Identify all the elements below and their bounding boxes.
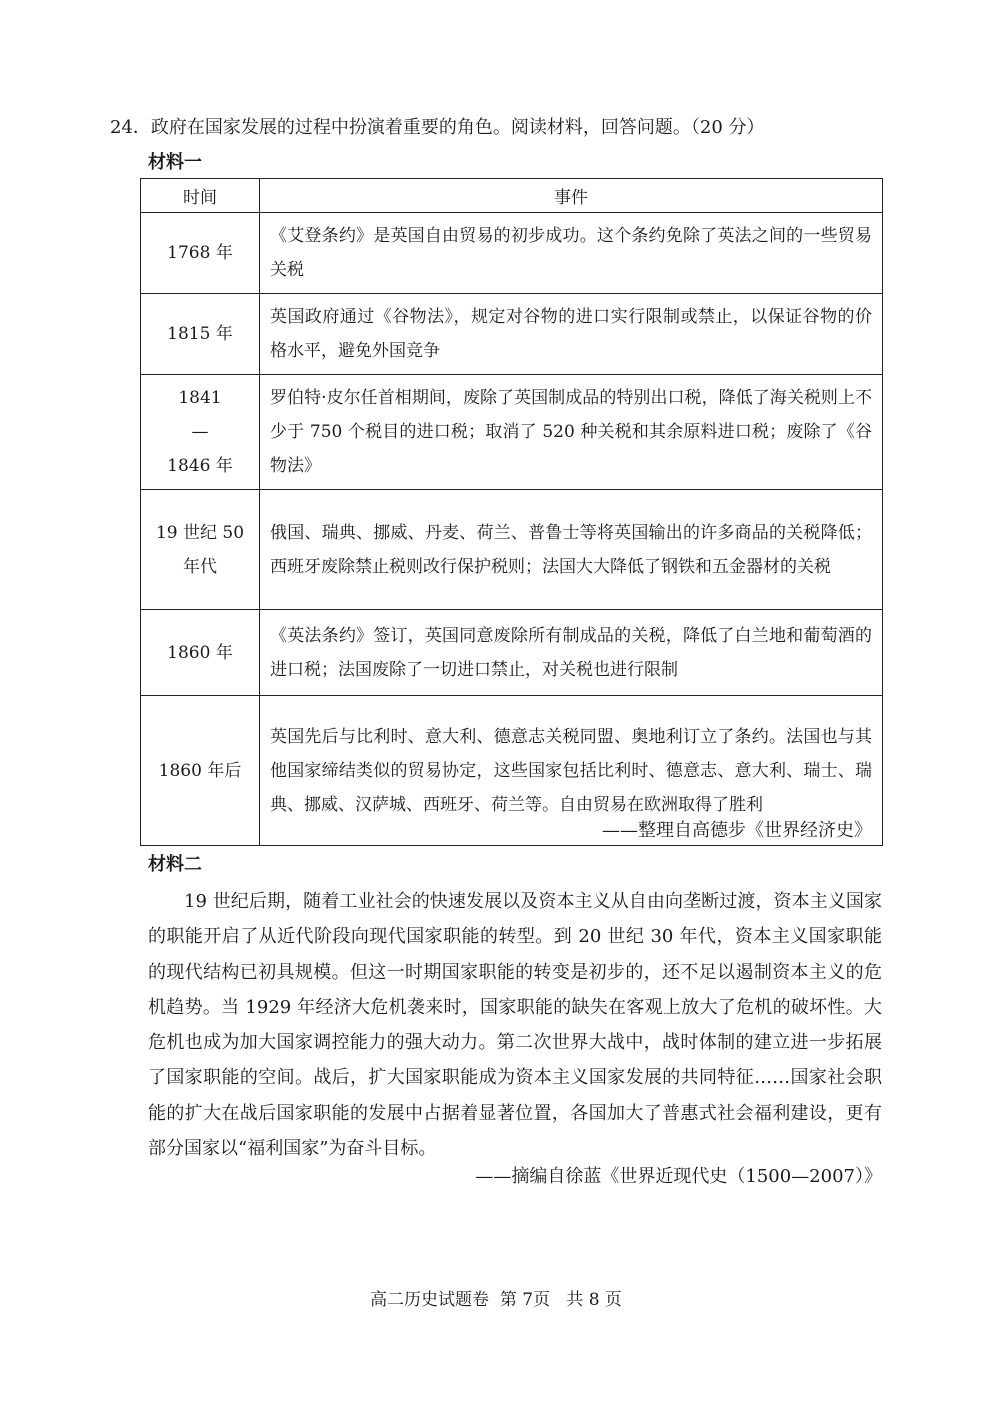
time-line: 19 世纪 50	[155, 522, 245, 543]
material-two-source: ——摘编自徐蓝《世界近现代史（1500—2007）》	[475, 1166, 882, 1187]
time-line: 年代	[183, 556, 217, 577]
page-footer: 高二历史试题卷 第 7页 共 8 页	[370, 1290, 622, 1310]
table-row	[141, 294, 883, 375]
table-header-row	[141, 179, 883, 213]
row-time: 1815 年	[141, 294, 260, 375]
row-event: 《英法条约》签订，英国同意废除所有制成品的关税，降低了白兰地和葡萄酒的进口税；法国废除了一切进口禁止，对关税也进行限制	[260, 610, 883, 696]
row-time	[141, 375, 260, 490]
row-event: 英国政府通过《谷物法》，规定对谷物的进口实行限制或禁止，以保证谷物的价格水平，避免外国竞争	[260, 294, 883, 375]
material-one-label: 材料一	[148, 152, 202, 173]
table-row	[141, 375, 883, 490]
row-event: 英国先后与比利时、意大利、德意志关税同盟、奥地利订立了条约。法国也与其他国家缔结类似的贸易协定，这些国家包括比利时、德意志、意大利、瑞士、瑞典、挪威、汉萨城、西班牙、荷兰等。自由贸易在欧洲取得了胜利	[260, 696, 883, 846]
row-time: 1860 年	[141, 610, 260, 696]
material-one-source: ——整理自高德步《世界经济史》	[602, 820, 872, 841]
time-line: 1846 年	[167, 456, 233, 476]
row-event: 俄国、瑞典、挪威、丹麦、荷兰、普鲁士等将英国输出的许多商品的关税降低；西班牙废除禁止税则改行保护税则；法国大大降低了钢铁和五金器材的关税	[260, 490, 883, 610]
table-row	[141, 490, 883, 610]
table-row	[141, 213, 883, 294]
row-time: 1768 年	[141, 213, 260, 294]
header-time: 时间	[141, 179, 260, 213]
row-event: 《艾登条约》是英国自由贸易的初步成功。这个条约免除了英法之间的一些贸易关税	[260, 213, 883, 294]
table-row	[141, 610, 883, 696]
events-table	[140, 178, 883, 846]
row-time	[141, 490, 260, 610]
material-two-paragraph: 19 世纪后期，随着工业社会的快速发展以及资本主义从自由向垄断过渡，资本主义国家的职能开启了从近代阶段向现代国家职能的转型。到 20 世纪 30 年代，资本主义国家职能的现代结构已初具规模。但这一时期国家职能的转变是初步的，还不足以遏制资本主义的危机趋势。当 1929 年经济大危机袭来时，国家职能的缺失在客观上放大了危机的破坏性。大危机也成为加大国家调控能力的强大动力。第二次世界大战中，战时体制的建立进一步拓展了国家职能的空间。战后，扩大国家职能成为资本主义国家发展的共同特征……国家社会职能的扩大在战后国家职能的发展中占据着显著位置，各国加大了普惠式社会福利建设，更有部分国家以“福利国家”为奋斗目标。	[148, 891, 882, 1160]
row-time: 1860 年后	[141, 696, 260, 846]
row-event: 罗伯特·皮尔任首相期间，废除了英国制成品的特别出口税，降低了海关税则上不少于 750 个税目的进口税；取消了 520 种关税和其余原料进口税；废除了《谷物法》	[260, 375, 883, 490]
question-title: 24．政府在国家发展的过程中扮演着重要的角色。阅读材料，回答问题。（20 分）	[110, 117, 765, 138]
time-line: —	[191, 422, 209, 442]
material-two-label: 材料二	[148, 854, 202, 875]
time-line: 1841	[178, 388, 222, 408]
header-event: 事件	[260, 179, 883, 213]
